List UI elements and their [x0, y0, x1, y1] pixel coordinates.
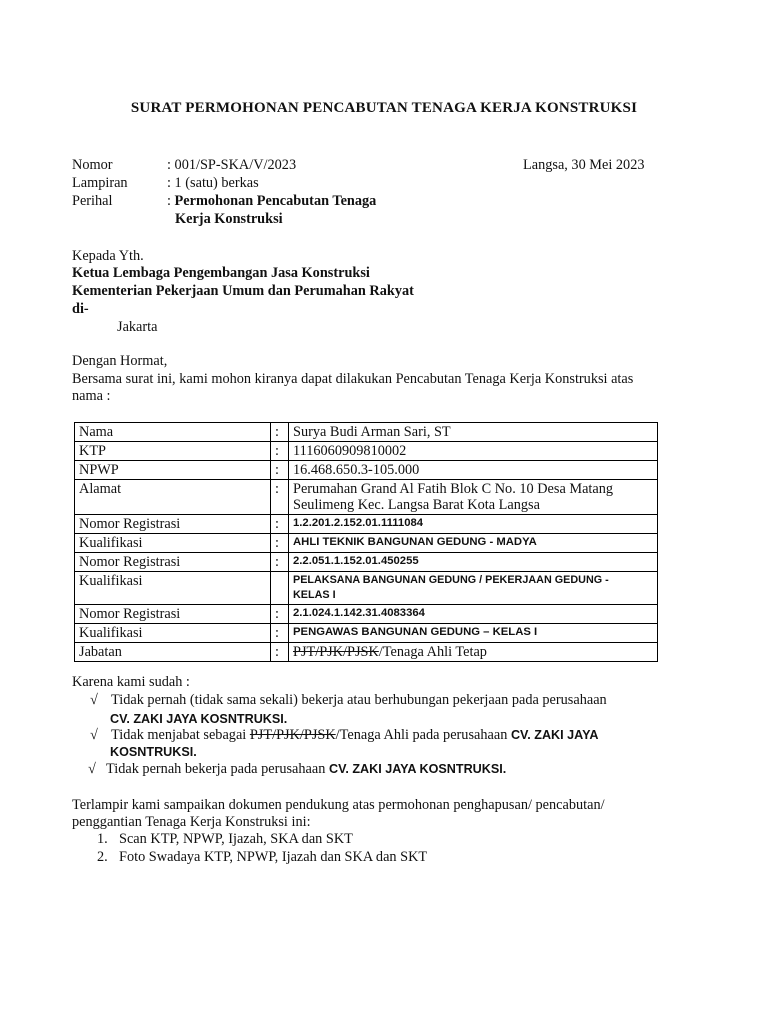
row-value: Surya Budi Arman Sari, ST [289, 423, 658, 442]
table-row [75, 553, 658, 572]
attachment-item: Foto Swadaya KTP, NPWP, Ijazah dan SKA dan SKT [119, 849, 428, 865]
position-rest: /Tenaga Ahli Tetap [378, 644, 487, 660]
salutation: Dengan Hormat, [72, 353, 168, 369]
row-label: Nomor Registrasi [75, 553, 271, 572]
row-label: Kualifikasi [75, 624, 271, 643]
perihal-colon: : [167, 193, 175, 209]
lampiran-value: : 1 (satu) berkas [167, 175, 259, 191]
place-date: Langsa, 30 Mei 2023 [523, 157, 645, 173]
row-colon: : [271, 553, 289, 572]
row-label: Kualifikasi [75, 534, 271, 553]
row-label: Nomor Registrasi [75, 515, 271, 534]
row-value: 2.2.051.1.152.01.450255 [289, 553, 658, 572]
row-value [289, 643, 658, 662]
perihal-line1: Permohonan Pencabutan Tenaga [174, 193, 377, 209]
address-line1: Perumahan Grand Al Fatih Blok C No. 10 Desa Matang [293, 481, 614, 497]
address-line2: Seulimeng Kec. Langsa Barat Kota Langsa [293, 497, 540, 513]
nomor-value: : 001/SP-SKA/V/2023 [167, 157, 297, 173]
row-value: PENGAWAS BANGUNAN GEDUNG – KELAS I [289, 624, 658, 643]
row-value: 2.1.024.1.142.31.4083364 [289, 605, 658, 624]
statement-2-company-a: CV. ZAKI JAYA [510, 728, 599, 742]
row-colon: : [271, 480, 289, 515]
statement-1-line1: Tidak pernah (tidak sama sekali) bekerja atau berhubungan pekerjaan pada perusahaan [111, 692, 607, 708]
row-value: 1116060909810002 [289, 442, 658, 461]
table-row [75, 572, 658, 605]
table-row [75, 442, 658, 461]
statements-intro: Karena kami sudah : [72, 674, 190, 690]
perihal-value [167, 192, 376, 210]
row-label: Nama [75, 423, 271, 442]
statement-3 [106, 760, 506, 778]
recipient-line3: di- [72, 301, 89, 317]
opening-line2: nama : [72, 388, 111, 404]
row-colon [271, 572, 289, 605]
recipient-line2: Kementerian Pekerjaan Umum dan Perumahan Rakyat [72, 283, 414, 299]
row-colon: : [271, 624, 289, 643]
row-colon: : [271, 605, 289, 624]
row-colon: : [271, 461, 289, 480]
statement-2 [111, 726, 598, 744]
recipient-greeting: Kepada Yth. [72, 248, 144, 264]
row-label: Jabatan [75, 643, 271, 662]
nomor-label: Nomor [72, 157, 113, 173]
table-row [75, 480, 658, 515]
row-label: Alamat [75, 480, 271, 515]
attachments-line1: Terlampir kami sampaikan dokumen pendukung atas permohonan penghapusan/ pencabutan/ [72, 797, 605, 813]
check-icon: √ [88, 761, 96, 777]
row-colon: : [271, 534, 289, 553]
statement-2-struck: PJT/PJK/PJSK [249, 727, 336, 743]
row-value [289, 572, 658, 605]
statement-3-pre: Tidak pernah bekerja pada perusahaan [106, 761, 329, 777]
recipient-city: Jakarta [117, 319, 158, 335]
statement-2-pre: Tidak menjabat sebagai [111, 727, 250, 743]
identity-table [74, 422, 658, 662]
attachment-item: Scan KTP, NPWP, Ijazah, SKA dan SKT [119, 831, 353, 847]
table-row [75, 534, 658, 553]
table-row [75, 461, 658, 480]
row-label: KTP [75, 442, 271, 461]
statement-3-company: CV. ZAKI JAYA KOSNTRUKSI. [328, 762, 507, 776]
row-colon: : [271, 515, 289, 534]
position-struck: PJT/PJK/PJSK [293, 644, 379, 660]
lampiran-label: Lampiran [72, 175, 128, 191]
row-value [289, 480, 658, 515]
table-row [75, 605, 658, 624]
row-label: Kualifikasi [75, 572, 271, 605]
table-row [75, 624, 658, 643]
statement-2-mid: /Tenaga Ahli pada perusahaan [335, 727, 511, 743]
row-value: 1.2.201.2.152.01.1111084 [289, 515, 658, 534]
perihal-line2: Kerja Konstruksi [175, 211, 283, 227]
check-icon: √ [90, 692, 98, 708]
attachments-line2: penggantian Tenaga Kerja Konstruksi ini: [72, 814, 311, 830]
perihal-label: Perihal [72, 193, 113, 209]
qualification-line1: PELAKSANA BANGUNAN GEDUNG / PEKERJAAN GEDUNG - [293, 574, 609, 586]
row-value: 16.468.650.3-105.000 [289, 461, 658, 480]
check-icon: √ [90, 727, 98, 743]
row-colon: : [271, 442, 289, 461]
recipient-line1: Ketua Lembaga Pengembangan Jasa Konstruksi [72, 265, 370, 281]
table-row [75, 643, 658, 662]
row-colon: : [271, 423, 289, 442]
attachment-item-number: 2. [97, 849, 108, 865]
table-row [75, 423, 658, 442]
row-label: Nomor Registrasi [75, 605, 271, 624]
row-label: NPWP [75, 461, 271, 480]
qualification-line2: KELAS I [293, 589, 336, 601]
attachment-item-number: 1. [97, 831, 108, 847]
statement-1-company: CV. ZAKI JAYA KOSNTRUKSI. [110, 712, 288, 726]
row-value: AHLI TEKNIK BANGUNAN GEDUNG - MADYA [289, 534, 658, 553]
table-row [75, 515, 658, 534]
opening-line1: Bersama surat ini, kami mohon kiranya dapat dilakukan Pencabutan Tenaga Kerja Konstruksi atas [72, 371, 634, 387]
row-colon: : [271, 643, 289, 662]
statement-2-company-b: KOSNTRUKSI. [110, 745, 197, 759]
letter-title: SURAT PERMOHONAN PENCABUTAN TENAGA KERJA KONSTRUKSI [130, 100, 638, 116]
